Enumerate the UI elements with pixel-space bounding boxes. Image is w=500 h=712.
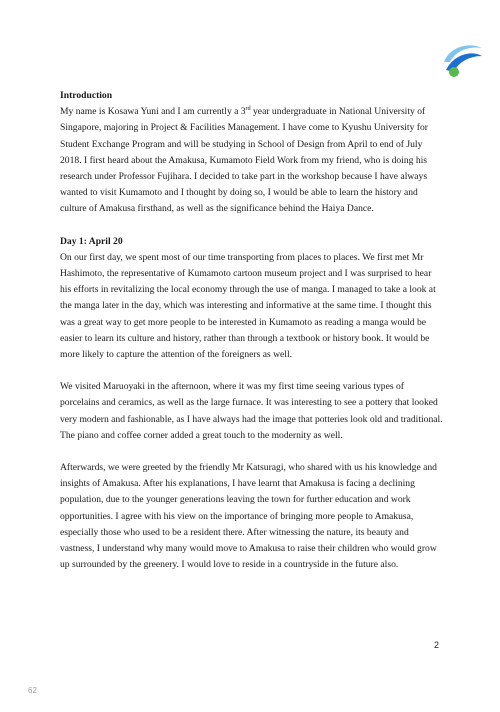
document-body [60,88,444,573]
intro-heading: Introduction [60,90,113,101]
university-swirl-logo-icon [440,40,484,78]
day1-heading: Day 1: April 20 [60,235,123,247]
footer-page-number: 62 [28,686,37,695]
day1-paragraph-3: Afterwards, we were greeted by the friendly Mr Katsuragi, who shared with us his knowledge and insights of Amakusa. After his explanations, I have learnt that Amakusa is facing a declining population, due to the younger generations leaving the town for further education and work opportunities. I agree with his view on the importance of bringing more people to Amakusa, especially those who used to be a resident there. After witnessing the nature, its beauty and vastness, I understand why many would move to Amakusa to raise their children who would grow up surrounded by the greenery. I would love to reside in a countryside in the future also. [60,462,437,571]
intro-paragraph [60,104,444,217]
intro-text-start: My name is Kosawa Yuni and I am currently a 3 [60,106,246,118]
day1-paragraph-1: On our first day, we spent most of our time transporting from places to places. We first met Mr Hashimoto, the representative of Kumamoto cartoon museum project and I was surprised to hear his efforts in revitalizing the local economy through the use of manga. I managed to take a look at the manga later in the day, which was interesting and informative at the same time. I thought this was a great way to get more people to be interested in Kumamoto as reading a manga would be easier to learn its culture and history, rather than through a textbook or history book. It would be more likely to capture the attention of the foreigners as well. [60,251,436,361]
ordinal-suffix: rd [245,106,251,113]
day1-paragraph-2: We visited Maruoyaki in the afternoon, where it was my first time seeing various types of porcelains and ceramics, as well as the large furnace. It was interesting to see a pottery that looked very modern and fashionable, as I have always had the image that potteries look old and traditional. The piano and coffee corner added a great touch to the modernity as well. [60,381,443,441]
intro-text-rest: year undergraduate in National University of Singapore, majoring in Project & Facilities Management. I have come to Kyushu University for Student Exchange Program and will be studying in School of Design from April to end of July 2018. I first heard about the Amakusa, Kumamoto Field Work from my friend, who is doing his research under Professor Fujihara. I decided to take part in the workshop because I have always wanted to visit Kumamoto and I thought by doing so, I would be able to learn the history and culture of Amakusa firsthand, as well as the significance behind the Haiya Dance. [60,106,428,215]
page-number: 2 [434,640,440,650]
